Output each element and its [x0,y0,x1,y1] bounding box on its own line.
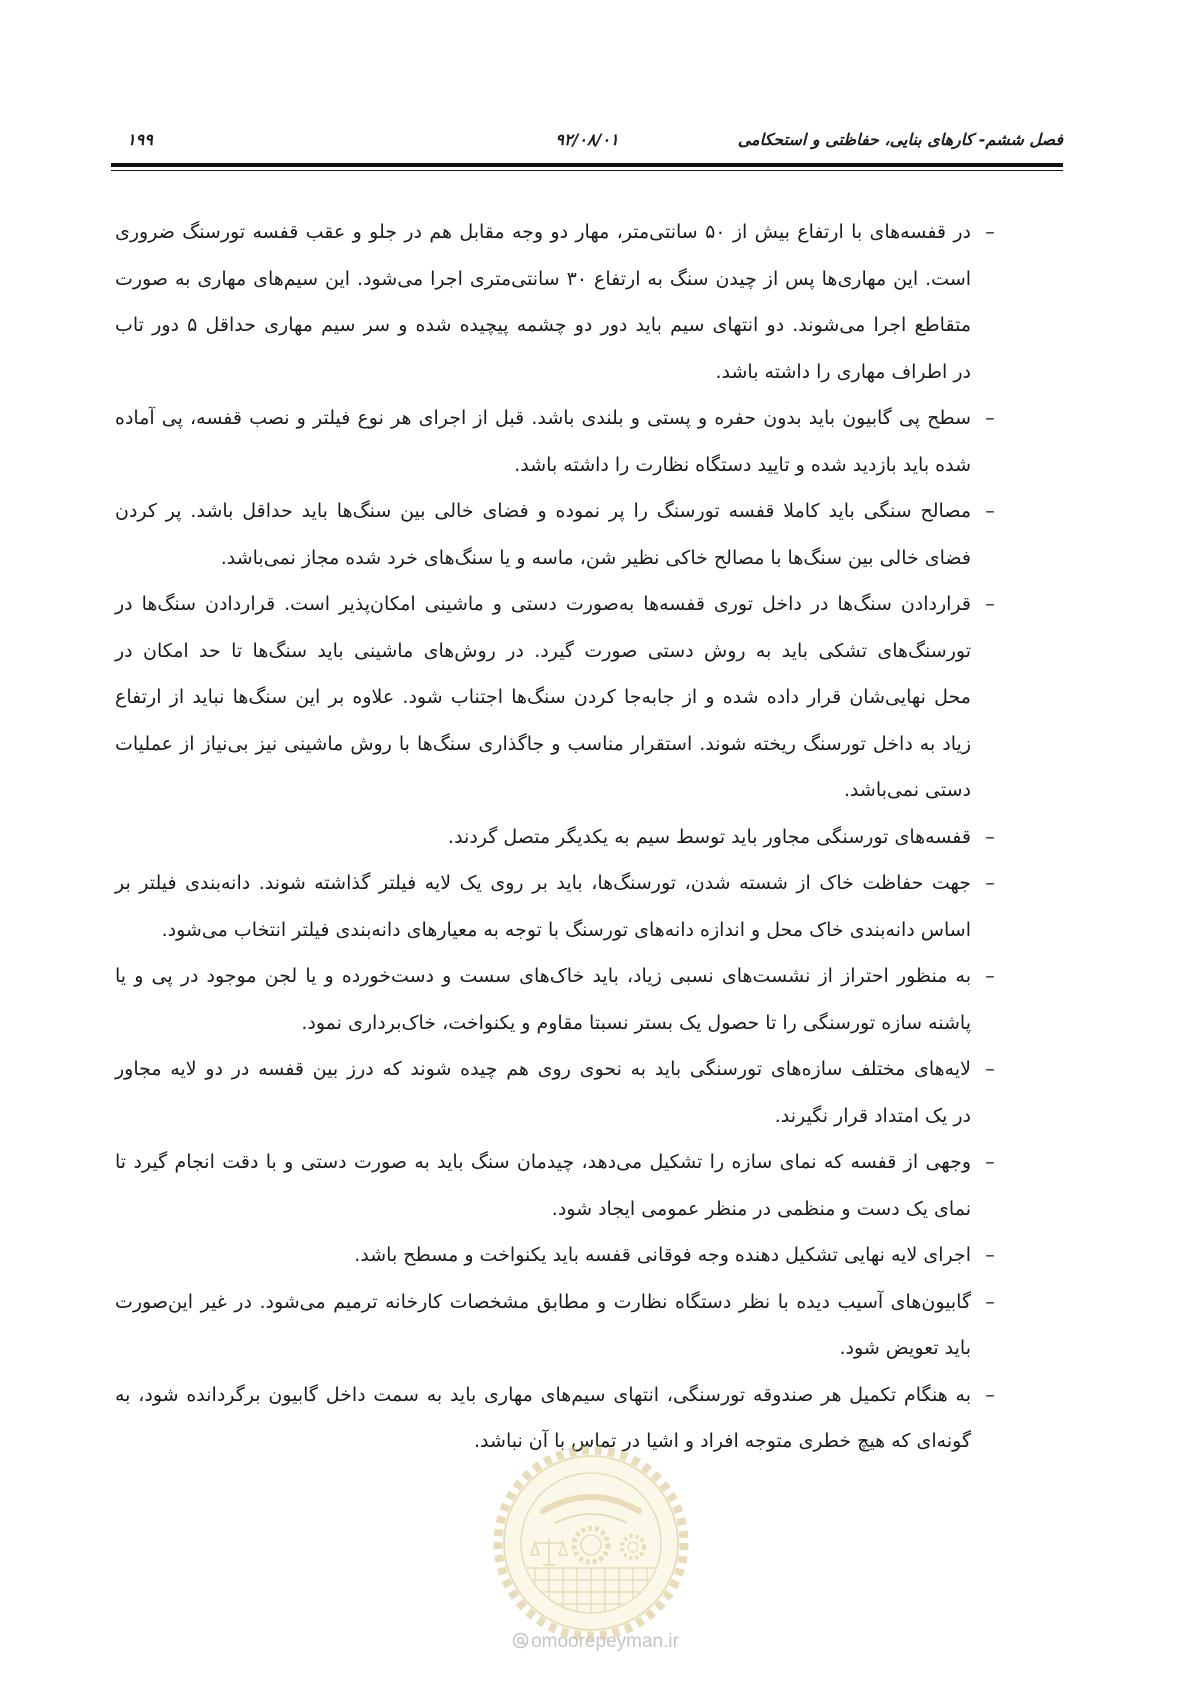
bullet-dash: – [985,1151,995,1173]
bullet-dash: – [985,872,995,894]
text-line: به هنگام تکمیل هر صندوقه تورسنگی، انتهای سیم‌های مهاری باید به سمت داخل گابیون برگردانده شود، به [115,1383,971,1406]
bullet-dash: – [985,1290,995,1313]
watermark-url: omoorepeyman.ir [531,1631,679,1652]
text-line: وجهی از قفسه که نمای سازه را تشکیل می‌دهد، چیدمان سنگ باید به صورت دستی و با دقت انجام گیرد تا [115,1151,971,1173]
text-line: قفسه‌های تورسنگی مجاور باید توسط سیم به یکدیگر متصل گردند. [448,825,971,848]
list-item [0,395,1191,488]
list-item [0,1139,1191,1232]
chapter-title: فصل ششم- کارهای بنایی، حفاظتی و استحکامی [737,130,1063,149]
at-sign-icon [512,1632,529,1649]
list-item [0,581,1191,814]
bullet-dash: – [985,221,995,243]
text-line: لایه‌های مختلف سازه‌های تورسنگی باید به نحوی روی هم چیده شوند که درز بین قفسه در دو لایه مجاور [115,1058,971,1080]
text-line: است. این مهاری‌ها پس از چیدن سنگ به ارتفاع ۳۰ سانتی‌متری اجرا می‌شود. این سیم‌های مهاری به صورت [115,267,972,290]
watermark-site [0,1630,1191,1654]
list-item [0,1372,1191,1465]
text-line: در اطراف مهاری را داشته باشد. [715,360,971,383]
bullet-list [0,209,1191,1465]
bullet-dash: – [985,825,995,848]
text-line: متقاطع اجرا می‌شوند. دو انتهای سیم باید دور دو چشمه پیچیده شده و سر سیم مهاری حداقل ۵ دور تاب [115,314,971,336]
text-line: سطح پی گابیون باید بدون حفره و پستی و بلندی باشد. قبل از اجرای هر نوع فیلتر و نصب قفسه، پی آماده [115,407,971,429]
text-line: به منظور احتراز از نشست‌های نسبی زیاد، باید خاک‌های سست و دست‌خورده و یا لجن موجود در پی و یا [115,965,971,987]
bullet-dash: – [985,965,995,987]
page-header [111,124,1063,156]
text-line: دستی نمی‌باشد. [843,779,971,801]
scales-icon [531,1539,567,1565]
text-line: در قفسه‌های با ارتفاع بیش از ۵۰ سانتی‌متر، مهار دو وجه مقابل هم در جلو و عقب قفسه تورسنگ ضروری [115,221,971,243]
text-line: نمای یک دست و منظمی در منظر عمومی ایجاد شود. [551,1197,971,1220]
bullet-dash: – [985,1383,995,1406]
list-item [0,860,1191,953]
list-item [0,814,1191,861]
header-rule-thick [111,163,1063,167]
small-gear-icon [622,1536,644,1558]
bullet-dash: – [985,1244,995,1266]
text-line: اجرای لایه نهایی تشکیل دهنده وجه فوقانی قفسه باید یکنواخت و مسطح باشد. [354,1244,971,1266]
bullet-dash: – [985,1058,995,1080]
text-line: تورسنگ‌های تشکی باید به روش دستی صورت گیرد. در روش‌های ماشینی باید سنگ‌ها تا حد امکان در [115,639,971,662]
list-item [0,488,1191,581]
text-line: زیاد به داخل تورسنگ ریخته شوند. استقرار مناسب و جاگذاری سنگ‌ها با روش ماشینی نیز بی‌نیاز از عملیات [115,732,971,755]
list-item [0,1046,1191,1139]
page-number: ۱۹۹ [127,130,153,149]
text-line: جهت حفاظت خاک از شسته شدن، تورسنگ‌ها، باید بر روی یک لایه فیلتر گذاشته شوند. دانه‌بندی فیلتر بر [115,872,971,894]
bullet-dash: – [985,407,995,429]
bullet-dash: – [985,593,995,615]
list-item [0,1279,1191,1372]
text-line: گابیون‌های آسیب دیده با نظر دستگاه نظارت و مطابق مشخصات کارخانه ترمیم می‌شود. در غیر این‌صورت [115,1290,971,1313]
grid-pattern [521,1568,661,1623]
text-line: گونه‌ای که هیچ خطری متوجه افراد و اشیا در تماس با آن نباشد. [474,1430,971,1452]
text-line: محل نهایی‌شان قرار داده شده و از جابه‌جا کردن سنگ‌ها اجتناب شود. علاوه بر این سنگ‌ها نباید از ارتفاع [115,686,971,708]
list-item [0,953,1191,1046]
header-date: ۹۲/۰۸/۰۱ [555,130,619,149]
text-line: شده باید بازدید شده و تایید دستگاه نظارت را داشته باشد. [514,453,971,476]
gear-icon [574,1528,608,1562]
text-line: در یک امتداد قرار نگیرند. [774,1104,971,1127]
text-line: پاشنه سازه تورسنگی را تا حصول یک بستر نسبتا مقاوم و یکنواخت، خاک‌برداری نمود. [301,1011,971,1034]
text-line: مصالح سنگی باید کاملا قفسه تورسنگ را پر نموده و فضای خالی بین سنگ‌ها باید حداقل باشد. پر کردن [115,500,971,522]
text-line: قراردادن سنگ‌ها در داخل توری قفسه‌ها به‌صورت دستی و ماشینی امکان‌پذیر است. قراردادن سنگ‌ها در [115,593,971,615]
text-line: اساس دانه‌بندی خاک محل و اندازه دانه‌های تورسنگ با توجه به معیارهای دانه‌بندی فیلتر انتخاب می‌شود. [161,918,971,941]
header-rule-thin [111,170,1063,171]
list-item [0,209,1191,395]
seal-logo [491,1443,691,1643]
text-line: باید تعویض شود. [839,1337,971,1359]
list-item [0,1232,1191,1279]
bullet-dash: – [985,500,995,522]
text-line: فضای خالی بین سنگ‌ها با مصالح خاکی نظیر شن، ماسه و یا سنگ‌های خرد شده مجاز نمی‌باشد. [220,546,971,569]
